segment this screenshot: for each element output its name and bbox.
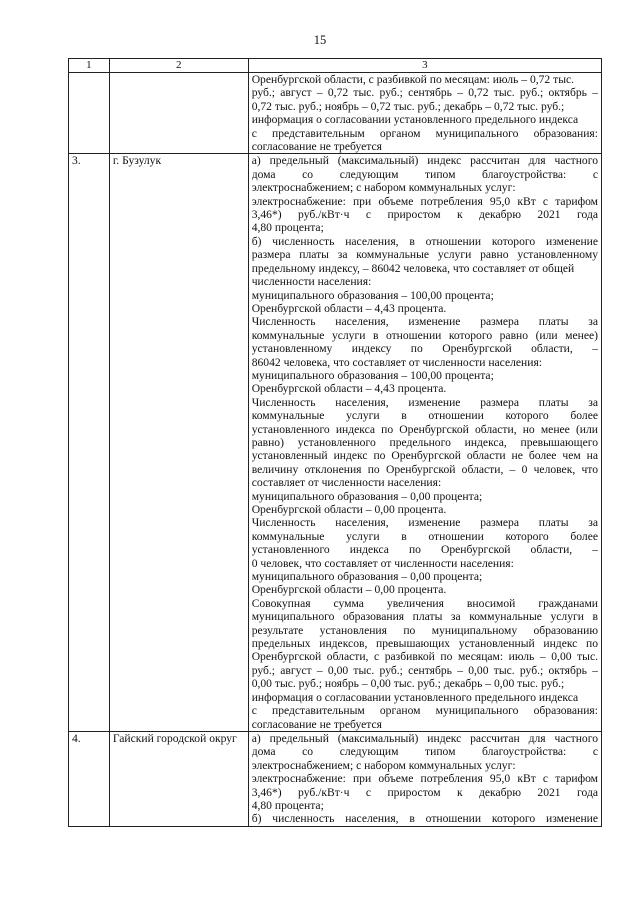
text-line: Численность населения, изменение размера платы за bbox=[251, 315, 598, 329]
text-line: равно) установленного предельного индекса, превышающего bbox=[251, 435, 598, 449]
text-line: предельных индексов, превышающих установленный индекс по bbox=[251, 637, 598, 651]
text-line: численности населения: bbox=[251, 275, 372, 289]
description-cell bbox=[248, 154, 601, 731]
text-line: 3,46*) руб./кВт·ч с приростом к декабрю 2021 года bbox=[251, 785, 598, 799]
text-line: составляет от численности населения: bbox=[251, 476, 442, 490]
text-line: руб.; август – 0,72 тыс. руб.; сентябрь – 0,72 тыс. руб.; октябрь – bbox=[251, 86, 598, 100]
text-line: установленного индекса по Оренбургской области, но менее (или bbox=[251, 422, 598, 436]
tariff-index-table bbox=[68, 58, 602, 827]
text-line: установленный индекс по Оренбургской области не более чем на bbox=[251, 449, 598, 463]
table-row-continuation bbox=[69, 73, 602, 154]
text-line: электроснабжением; с набором коммунальных услуг: bbox=[251, 181, 516, 195]
text-line: электроснабжением; с набором коммунальных услуг: bbox=[251, 758, 516, 772]
text-line: размера платы за коммунальные услуги равно установленному bbox=[251, 248, 598, 262]
text-line: Численность населения, изменение размера платы за bbox=[251, 516, 598, 530]
text-line: Оренбургской области – 0,00 процента. bbox=[251, 583, 447, 597]
text-line: дома со следующим типом благоустройства: с bbox=[251, 167, 598, 181]
row-number-cell bbox=[69, 73, 110, 154]
row-number: 4. bbox=[69, 731, 110, 826]
text-line: муниципального образования – 100,00 процента; bbox=[251, 368, 494, 382]
text-line: 0,00 тыс. руб.; ноябрь – 0,00 тыс. руб.; декабрь – 0,00 тыс. руб.; bbox=[251, 677, 565, 691]
municipality-name: Гайский городской округ bbox=[109, 731, 248, 826]
municipality-name: г. Бузулук bbox=[109, 154, 248, 731]
text-line: 0 человек, что составляет от численности населения: bbox=[251, 556, 514, 570]
text-line: 86042 человека, что составляет от численности населения: bbox=[251, 355, 543, 369]
text-line: 0,72 тыс. руб.; ноябрь – 0,72 тыс. руб.; декабрь – 0,72 тыс. руб.; bbox=[251, 99, 565, 113]
text-line: величину отклонения по Оренбургской области, – 0 человек, что bbox=[251, 462, 598, 476]
text-line: 3,46*) руб./кВт·ч с приростом к декабрю 2021 года bbox=[251, 208, 598, 222]
text-line: руб.; август – 0,00 тыс. руб.; сентябрь – 0,00 тыс. руб.; октябрь – bbox=[251, 663, 598, 677]
table-header-row bbox=[69, 59, 602, 73]
text-line: Совокупная сумма увеличения вносимой гражданами bbox=[251, 596, 598, 610]
text-line: Оренбургской области, с разбивкой по месяцам: июль – 0,00 тыс. bbox=[251, 650, 598, 664]
text-line: Оренбургской области, с разбивкой по месяцам: июль – 0,72 тыс. bbox=[251, 73, 575, 86]
text-line: информация о согласовании установленного предельного индекса bbox=[251, 690, 579, 704]
header-col-2: 2 bbox=[109, 59, 248, 73]
text-line: электроснабжение: при объеме потребления 95,0 кВт с тарифом bbox=[251, 772, 598, 786]
text-line: б) численность населения, в отношении которого изменение bbox=[251, 234, 598, 248]
header-col-3: 3 bbox=[248, 59, 601, 73]
text-line: муниципального образования – 0,00 процента; bbox=[251, 489, 483, 503]
text-line: 4,80 процента; bbox=[251, 798, 324, 812]
description-cell bbox=[248, 731, 601, 826]
text-line: установленного индекса по Оренбургской области, – bbox=[251, 543, 598, 557]
text-line: установленному индексу по Оренбургской области, – bbox=[251, 342, 598, 356]
description-cell bbox=[248, 73, 601, 154]
text-line: Численность населения, изменение размера платы за bbox=[251, 395, 598, 409]
text-line: предельному индексу, – 86042 человека, что составляет от общей bbox=[251, 261, 575, 275]
text-line: согласование не требуется bbox=[251, 140, 382, 154]
text-line: коммунальные услуги в отношении которого равно (или менее) bbox=[251, 328, 598, 342]
text-line: Оренбургской области – 0,00 процента. bbox=[251, 503, 447, 516]
text-line: с представительным органом муниципального образования: bbox=[251, 704, 598, 718]
text-line: согласование не требуется bbox=[251, 717, 382, 731]
text-line: электроснабжение: при объеме потребления 95,0 кВт с тарифом bbox=[251, 194, 598, 208]
page-number: 15 bbox=[313, 33, 327, 47]
text-line: а) предельный (максимальный) индекс рассчитан для частного bbox=[251, 731, 598, 745]
text-line: муниципального образования – 0,00 процента; bbox=[251, 570, 483, 584]
text-line: информация о согласовании установленного предельного индекса bbox=[251, 113, 579, 127]
text-line: б) численность населения, в отношении которого изменение bbox=[251, 812, 598, 826]
text-line: 4,80 процента; bbox=[251, 221, 324, 235]
row-number: 3. bbox=[69, 154, 110, 731]
municipality-cell bbox=[109, 73, 248, 154]
text-line: Оренбургской области – 4,43 процента. bbox=[251, 301, 447, 315]
text-line: муниципального образования – 100,00 процента; bbox=[251, 288, 494, 302]
text-line: Оренбургской области – 4,43 процента. bbox=[251, 382, 447, 396]
text-line: коммунальные услуги в отношении которого более bbox=[251, 409, 598, 423]
text-line: муниципального образования платы за коммунальные услуги в bbox=[251, 610, 598, 624]
header-col-1: 1 bbox=[69, 59, 110, 73]
text-line: а) предельный (максимальный) индекс рассчитан для частного bbox=[251, 154, 598, 168]
text-line: коммунальные услуги в отношении которого более bbox=[251, 529, 598, 543]
text-line: результате установления по муниципальному образованию bbox=[251, 623, 598, 637]
table-row-4 bbox=[69, 731, 602, 826]
table-row-3 bbox=[69, 154, 602, 731]
text-line: с представительным органом муниципального образования: bbox=[251, 126, 598, 140]
text-line: дома со следующим типом благоустройства: с bbox=[251, 745, 598, 759]
